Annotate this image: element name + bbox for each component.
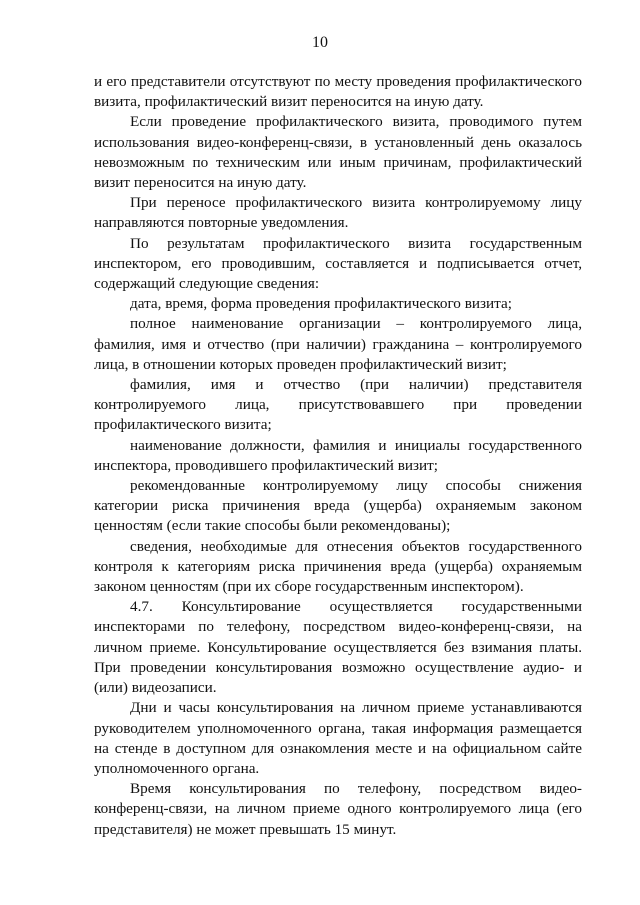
list-item-inspector-position: наименование должности, фамилия и инициалы государственного инспектора, проводившего профилактический визит; [94, 436, 582, 474]
paragraph-continuation: и его представители отсутствуют по месту проведения профилактического визита, профилактический визит переносится на иную дату. [94, 73, 582, 111]
list-item-risk-reduction: рекомендованные контролируемому лицу способы снижения категории риска причинения вреда (ущерба) охраняемым законом ценностям (если такие способы были рекомендованы); [94, 477, 582, 535]
paragraph-repeat-notifications: При переносе профилактического визита контролируемому лицу направляются повторные уведомления. [94, 194, 582, 232]
document-body [94, 72, 582, 840]
paragraph-report-intro: По результатам профилактического визита государственным инспектором, его проводившим, составляется и подписывается отчет, содержащий следующие сведения: [94, 234, 582, 293]
page-number: 10 [312, 34, 328, 51]
list-item-date-time-form: дата, время, форма проведения профилактического визита; [130, 295, 512, 313]
paragraph-visit-reschedule-vcs: Если проведение профилактического визита, проводимого путем использования видео-конференц-связи, в установленный день оказалось невозможным по техническим или иным причинам, профилактический визит переносится на иную дату. [94, 113, 582, 192]
list-item-risk-category-info: сведения, необходимые для отнесения объектов государственного контроля к категориям риска причинения вреда (ущерба) охраняемым законом ценностям (при их сборе государственным инспектором). [94, 537, 582, 596]
paragraph-consulting-section: 4.7. Консультирование осуществляется государственными инспекторами по телефону, посредством видео-конференц-связи, на личном приеме. Консультирование осуществляется без взимания платы. При проведении консультирования возможно осуществление аудио- и (или) видеозаписи. [94, 598, 582, 697]
paragraph-consulting-duration: Время консультирования по телефону, посредством видео-конференц-связи, на личном приеме одного контролируемого лица (его представителя) не может превышать 15 минут. [94, 780, 582, 838]
list-item-organization-name: полное наименование организации – контролируемого лица, фамилия, имя и отчество (при наличии) гражданина – контролируемого лица, в отношении которых проведен профилактический визит; [94, 315, 582, 373]
paragraph-consulting-schedule: Дни и часы консультирования на личном приеме устанавливаются руководителем уполномоченного органа, такая информация размещается на стенде в доступном для ознакомления месте и на официальном сайте уполномоченного органа. [94, 699, 582, 777]
list-item-representative-name: фамилия, имя и отчество (при наличии) представителя контролируемого лица, присутствовавшего при проведении профилактического визита; [94, 376, 582, 434]
